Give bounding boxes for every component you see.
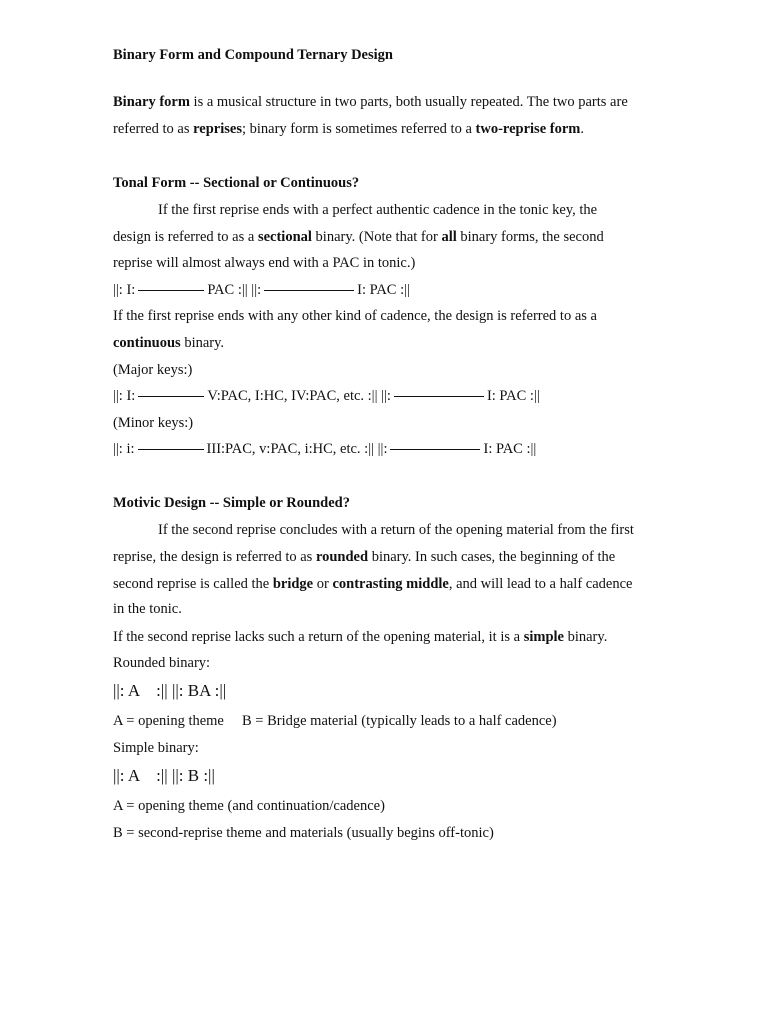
major-keys-diagram: ||: I: V:PAC, I:HC, IV:PAC, etc. :|| ||: I: PAC :|| (113, 388, 540, 404)
minor-keys-diagram: ||: i: III:PAC, v:PAC, i:HC, etc. :|| ||: I: PAC :|| (113, 441, 537, 457)
rounded-binary-label: Rounded binary: (113, 655, 211, 671)
tonal-p1-line-3: reprise will almost always end with a PAC in tonic.) (113, 255, 416, 271)
simple-binary-legend-b: B = second-reprise theme and materials (usually begins off-tonic) (113, 825, 494, 841)
motivic-p1-line-3: second reprise is called the bridge or contrasting middle, and will lead to a half cadence (113, 576, 633, 592)
motivic-p1-line-1: If the second reprise concludes with a return of the opening material from the first (158, 522, 634, 538)
dash-line (390, 449, 480, 450)
major-keys-label: (Major keys:) (113, 362, 193, 378)
sectional-diagram: ||: I: PAC :|| ||: I: PAC :|| (113, 282, 410, 298)
simple-binary-label: Simple binary: (113, 740, 199, 756)
dash-line (138, 396, 204, 397)
simple-binary-legend-a: A = opening theme (and continuation/cadence) (113, 798, 385, 814)
dash-line (138, 449, 204, 450)
document-title: Binary Form and Compound Ternary Design (113, 47, 393, 63)
simple-binary-diagram: ||: A :|| ||: B :|| (113, 766, 215, 785)
dash-line (394, 396, 484, 397)
motivic-p1-line-2: reprise, the design is referred to as rounded binary. In such cases, the beginning of the (113, 549, 616, 565)
motivic-p2: If the second reprise lacks such a return of the opening material, it is a simple binary. (113, 629, 608, 645)
rounded-binary-diagram: ||: A :|| ||: BA :|| (113, 681, 227, 700)
minor-keys-label: (Minor keys:) (113, 415, 194, 431)
tonal-p2-line-1: If the first reprise ends with any other kind of cadence, the design is referred to as a (113, 308, 597, 324)
tonal-form-heading: Tonal Form -- Sectional or Continuous? (113, 175, 360, 191)
intro-line-1: Binary form is a musical structure in two parts, both usually repeated. The two parts are (113, 94, 628, 110)
dash-line (138, 290, 204, 291)
tonal-p1-line-1: If the first reprise ends with a perfect authentic cadence in the tonic key, the (158, 202, 598, 218)
dash-line (264, 290, 354, 291)
tonal-p2-line-2: continuous binary. (113, 335, 225, 351)
motivic-design-heading: Motivic Design -- Simple or Rounded? (113, 495, 350, 511)
motivic-p1-line-4: in the tonic. (113, 601, 182, 617)
rounded-binary-legend: A = opening theme B = Bridge material (typically leads to a half cadence) (113, 713, 557, 729)
tonal-p1-line-2: design is referred to as a sectional binary. (Note that for all binary forms, the second (113, 229, 604, 245)
intro-line-2: referred to as reprises; binary form is sometimes referred to a two-reprise form. (113, 121, 584, 137)
